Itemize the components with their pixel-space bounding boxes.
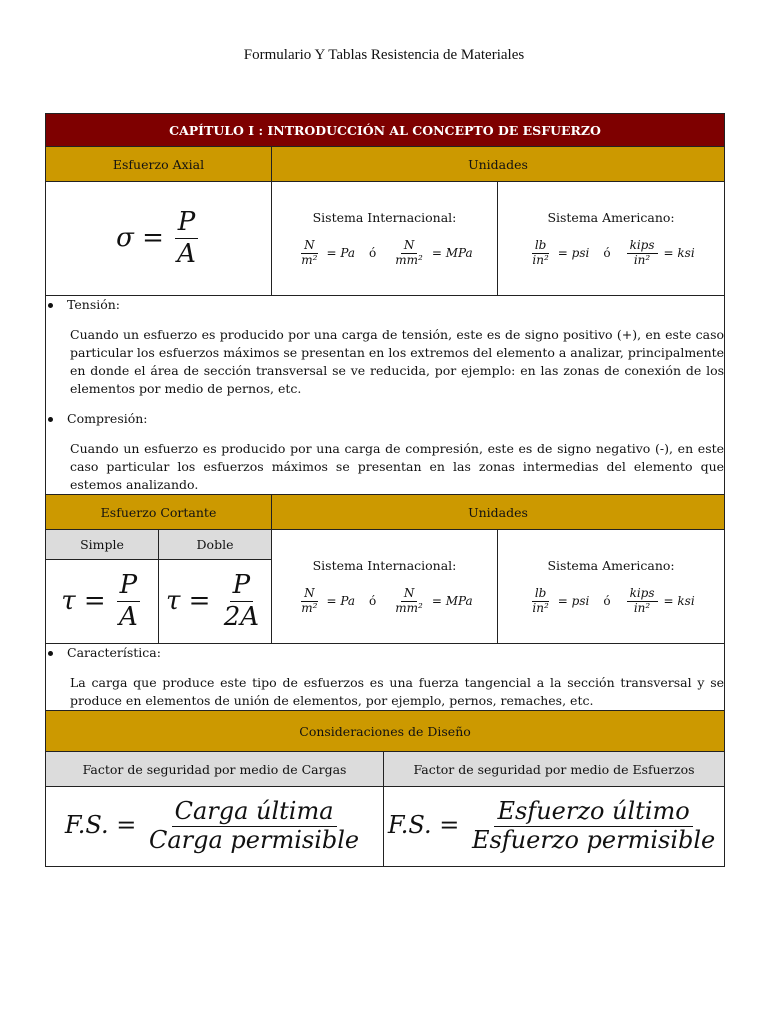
am-n2: kips	[627, 587, 658, 602]
f2-num: Esfuerzo último	[494, 798, 692, 827]
am-r1: = psi	[557, 594, 590, 608]
axial-units-header: Unidades	[272, 147, 725, 182]
axial-am-units	[498, 182, 725, 296]
chapter-header: CAPÍTULO I : INTRODUCCIÓN AL CONCEPTO DE ESFUERZO	[46, 114, 725, 147]
simple-lhs: τ =	[61, 585, 106, 616]
axial-formula	[46, 182, 272, 296]
characteristic-text: La carga que produce este tipo de esfuerzos es una fuerza tangencial a la sección transversal y se produce en elementos de unión de elementos, por ejemplo, pernos, remaches, etc.	[70, 675, 725, 708]
shear-double-formula	[159, 560, 272, 644]
bullet-icon	[48, 651, 53, 656]
double-num: P	[230, 570, 254, 602]
simple-den: A	[118, 602, 138, 632]
am-title: Sistema Americano:	[547, 557, 675, 573]
tension-label: Tensión:	[67, 297, 121, 312]
or-text: ó	[603, 246, 611, 260]
f1-num: Carga última	[172, 798, 337, 827]
si-r2: = MPa	[431, 246, 473, 260]
bullet-icon	[48, 303, 53, 308]
compression-label: Compresión:	[67, 411, 148, 426]
si-d1: m²	[301, 252, 318, 267]
am-d2: in²	[633, 252, 651, 267]
fs-loads-formula	[46, 787, 384, 867]
am-d1: in²	[532, 252, 549, 267]
axial-header: Esfuerzo Axial	[46, 147, 272, 182]
tension-text: Cuando un esfuerzo es producido por una carga de tensión, este es de signo positivo (+), en este caso particular los esfuerzos máximos se presentan en los extremos del elemento a analizar, principalmente en donde el área de sección transversal se ve reducida, por ejemplo: en las zonas de conexión de los elementos por medio de pernos, etc.	[70, 327, 725, 396]
shear-simple-formula	[46, 560, 159, 644]
si-r1: = Pa	[326, 246, 356, 260]
axial-den: A	[177, 239, 196, 269]
characteristic-label: Característica:	[67, 645, 161, 660]
axial-si-units	[272, 182, 498, 296]
si-r2: = MPa	[431, 594, 473, 608]
am-d1: in²	[532, 600, 549, 615]
si-d1: m²	[301, 600, 318, 615]
axial-lhs: σ =	[116, 222, 164, 253]
f2-den: Esfuerzo permisible	[471, 826, 716, 854]
compression-bullet	[46, 410, 724, 428]
am-r2: = ksi	[663, 246, 695, 260]
am-r2: = ksi	[663, 594, 695, 608]
document-title: Formulario Y Tablas Resistencia de Materiales	[243, 47, 525, 63]
fs-stress-formula	[384, 787, 725, 867]
formula-table	[45, 113, 725, 867]
compression-text: Cuando un esfuerzo es producido por una carga de compresión, este es de signo negativo (-), en este caso particular los esfuerzos máximos se presentan en las zonas intermedias del elemento que estemos analizando.	[70, 441, 725, 492]
si-n1: N	[301, 587, 318, 602]
design-col2-header: Factor de seguridad por medio de Esfuerzos	[384, 752, 725, 787]
am-n2: kips	[627, 239, 658, 254]
axial-num: P	[175, 207, 199, 239]
or-text: ó	[603, 594, 611, 608]
axial-notes	[46, 296, 725, 495]
design-header: Consideraciones de Diseño	[46, 711, 725, 752]
shear-am-units	[498, 530, 725, 644]
si-title: Sistema Internacional:	[312, 557, 457, 573]
f1-den: Carga permisible	[148, 826, 360, 854]
bullet-icon	[48, 417, 53, 422]
shear-si-units	[272, 530, 498, 644]
si-d2: mm²	[395, 252, 423, 267]
or-text: ó	[369, 594, 377, 608]
si-n1: N	[301, 239, 318, 254]
shear-notes	[46, 644, 725, 711]
or-text: ó	[369, 246, 377, 260]
si-d2: mm²	[395, 600, 423, 615]
am-r1: = psi	[557, 246, 590, 260]
si-title: Sistema Internacional:	[312, 209, 457, 225]
simple-num: P	[117, 570, 141, 602]
am-n1: lb	[532, 239, 550, 254]
shear-units-header: Unidades	[272, 495, 725, 530]
shear-header: Esfuerzo Cortante	[46, 495, 272, 530]
double-label: Doble	[159, 530, 272, 560]
characteristic-bullet	[46, 644, 724, 662]
double-lhs: τ =	[165, 585, 211, 616]
am-title: Sistema Americano:	[547, 209, 675, 225]
f1-lhs: F.S. =	[64, 811, 137, 839]
si-r1: = Pa	[326, 594, 356, 608]
simple-label: Simple	[46, 530, 159, 560]
am-n1: lb	[532, 587, 550, 602]
double-den: 2A	[223, 602, 260, 632]
tension-bullet	[46, 296, 724, 314]
si-n2: N	[401, 239, 418, 254]
si-n2: N	[401, 587, 418, 602]
design-col1-header: Factor de seguridad por medio de Cargas	[46, 752, 384, 787]
am-d2: in²	[633, 600, 651, 615]
f2-lhs: F.S. =	[387, 811, 460, 839]
